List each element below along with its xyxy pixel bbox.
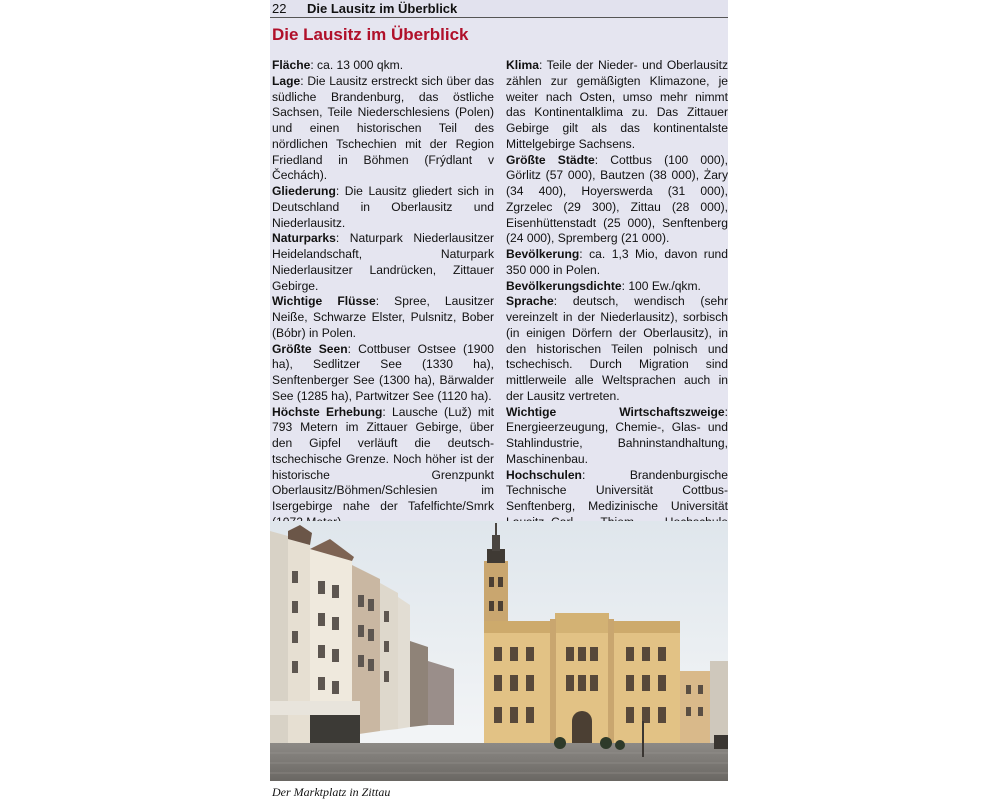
fact-text: : Cottbuser Ostsee (1900 ha), Sedlitzer See (1330 ha), Senftenberger See (1300 ha), Bärwalder See (1285 ha), Partwitzer See (1120 ha). <box>272 341 494 403</box>
photo-caption: Der Marktplatz in Zittau <box>272 785 391 799</box>
fact-label: Wichtige Flüsse <box>272 294 376 309</box>
fact-text: : Lausche (Luž) mit 793 Metern im Zittauer Gebirge, über den Gipfel verläuft die deutsch-tschechische Grenze. Noch höher ist der historische Grenzpunkt Oberlausitz/Böhmen/Schlesien im Isergebirge nahe der Tafelfichte/Smrk <box>272 404 494 513</box>
fact-text: : ca. 13 000 qkm. <box>310 58 404 72</box>
fact-text: : deutsch, wendisch (sehr vereinzelt in der Niederlausitz), sorbisch (in einigen Dörfern der Oberlausitz), in den historischen Teilen polnisch und tschechisch. Durch Migration sind mittlerweile alle Weltsprachen auch in der Lausitz vertreten. <box>506 294 728 403</box>
fact-label: Höchste Erhebung <box>272 404 383 419</box>
fact-text: : Cottbus (100 000), Görlitz (57 000), Bautzen (38 000), Żary (34 400), Hoyerswerda (31 000), Zgrzelec (29 300), Zittau (28 000), Eisenhüttenstadt (25 000), Senftenberg (24 000), Spremberg (21 000). <box>506 152 728 246</box>
fact-text: : Brandenburgische Technische Universität Cottbus-Senftenberg, Medizinische Universität <box>506 467 728 513</box>
fact-entry <box>506 405 728 468</box>
fact-entry <box>272 294 494 341</box>
fact-text: : Die Lausitz gliedert sich in Deutschland in Oberlausitz und Niederlausitz. <box>272 184 494 230</box>
fact-entry <box>272 184 494 231</box>
book-page <box>270 0 728 800</box>
fact-text: : ca. 1,3 Mio, davon rund 350 000 in Polen. <box>506 247 728 277</box>
fact-label: Sprache <box>506 294 554 309</box>
fact-text: : 100 Ew./qkm. <box>621 278 701 293</box>
fact-entry <box>272 405 494 531</box>
page-number: 22 <box>272 1 287 16</box>
fact-text: : Naturpark Niederlausitzer Heidelandschaft, Naturpark Niederlausitzer Landrücken, Zittauer Gebirge. <box>272 231 494 293</box>
fact-entry <box>272 231 494 294</box>
fact-entry <box>506 58 728 153</box>
running-title: Die Lausitz im Überblick <box>307 1 458 16</box>
fact-label: Klima <box>506 58 539 72</box>
fact-label: Wichtige Wirtschaftszweige <box>506 404 725 419</box>
page-title: Die Lausitz im Überblick <box>272 25 469 44</box>
fact-entry <box>506 247 728 279</box>
fact-entry <box>272 74 494 184</box>
fact-text: : Spree, Lausitzer Neiße, Schwarze Elster, Pulsnitz, Bober (Bóbr) in Polen. <box>272 294 494 340</box>
fact-label: Größte Seen <box>272 341 348 356</box>
fact-label: Hochschulen <box>506 467 582 482</box>
fact-entry <box>272 342 494 405</box>
running-header <box>270 0 728 18</box>
fact-entry <box>506 279 728 295</box>
fact-entry <box>506 294 728 404</box>
fact-label: Lage <box>272 73 301 88</box>
left-column <box>272 58 494 578</box>
fact-text: : Teile der Nieder- und Oberlausitz zählen zur gemäßigten Klimazone, je weiter nach Osten, umso mehr nimmt das Kontinentalklima zu. Das Zittauer Gebirge gilt als das kontinentalste Mittelgebirge Sachsens. <box>506 58 728 151</box>
fact-label: Bevölkerungsdichte <box>506 278 622 293</box>
fact-label: Gliederung <box>272 184 336 198</box>
fact-label: Fläche <box>272 58 311 72</box>
fact-label: Naturparks <box>272 231 336 246</box>
marketplace-photo <box>270 521 728 781</box>
fact-label: Größte Städte <box>506 152 595 167</box>
fact-entry <box>506 153 728 248</box>
fact-text: : Die Lausitz erstreckt sich über das südliche Brandenburg, das östliche Sachsen, Teile Niederschlesiens (Polen) und einen historischen Teil des nördlichen Tschechien mit der Region Friedland in Böhmen (Frýdlant v Čechách). <box>272 73 494 183</box>
fact-label: Bevölkerung <box>506 247 580 261</box>
fact-entry <box>272 58 494 74</box>
fact-text: : Energieerzeugung, Chemie-, Glas- und Stahlindustrie, Bahninstandhaltung, Maschinenbau. <box>506 404 728 466</box>
